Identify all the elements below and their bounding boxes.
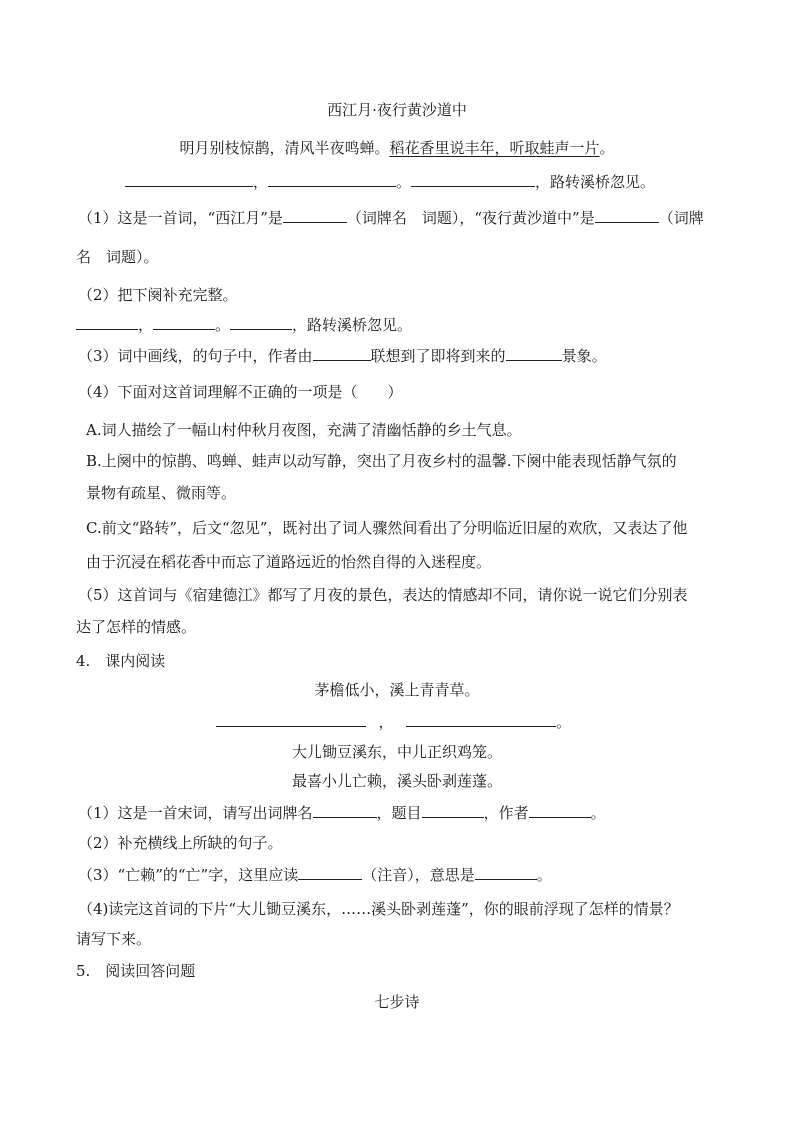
- question-3-1-cont: 名 词题）。: [76, 248, 159, 266]
- answer-blank[interactable]: [230, 315, 292, 330]
- question-text: 。: [536, 866, 552, 884]
- question-text: （词牌名 词题），“夜行黄沙道中”是: [346, 209, 595, 227]
- question-text: 联想到了即将到来的: [370, 347, 506, 365]
- question-3-5-cont: 达了怎样的情感。: [76, 618, 197, 636]
- poem3-title: 七步诗: [374, 993, 420, 1011]
- poem2-blank-line: [216, 712, 571, 732]
- answer-blank[interactable]: [529, 803, 591, 818]
- poem-title: 西江月·夜行黄沙道中: [327, 101, 467, 119]
- answer-blank[interactable]: [595, 208, 659, 223]
- option-c-cont: 由于沉浸在稻花香中而忘了道路远近的怡然自得的入迷程度。: [86, 553, 492, 571]
- question-4-4-cont: 请写下来。: [76, 930, 152, 948]
- question-text: ，路转溪桥忽见。: [292, 316, 413, 334]
- poem-line-tail: ，路转溪桥忽见。: [535, 173, 656, 191]
- question-text: （3）词中画线，的句子中，作者由: [78, 347, 313, 365]
- question-3-4: （4）下面对这首词理解不正确的一项是（ ）: [78, 383, 403, 401]
- option-c: C.前文“路转”，后文“忽见”，既衬出了词人骤然间看出了分明临近旧屋的欢欣，又表达了他: [86, 519, 688, 537]
- question-3-2: （2）把下阕补充完整。: [78, 286, 238, 304]
- answer-blank[interactable]: [125, 172, 253, 187]
- question-text: （词牌: [658, 209, 704, 227]
- punct: 。: [215, 316, 231, 334]
- question-5-heading: 5. 阅读回答问题: [76, 962, 196, 980]
- poem-blank-line: [125, 172, 655, 192]
- punct: 。: [396, 173, 412, 191]
- punct: ，: [378, 713, 394, 731]
- punct: ，: [138, 316, 154, 334]
- poem-line-1: [0, 138, 794, 158]
- question-text: （注音），意思是: [362, 866, 475, 884]
- answer-blank[interactable]: [313, 803, 377, 818]
- poem2-line-4: 最喜小儿亡赖，溪头卧剥莲蓬。: [291, 772, 502, 790]
- question-3-1: [78, 208, 704, 228]
- punct: 。: [556, 713, 572, 731]
- question-text: 。: [590, 804, 606, 822]
- answer-blank[interactable]: [268, 172, 396, 187]
- option-b: B.上阕中的惊鹊、鸣蝉、蛙声以动写静，突出了月夜乡村的温馨.下阕中能表现恬静气氛的: [86, 452, 677, 470]
- poem-line-1-text: 明月别枝惊鹊，清风半夜鸣蝉。: [179, 139, 390, 157]
- question-4-3: [78, 865, 552, 885]
- question-4-1: [78, 803, 606, 823]
- answer-blank[interactable]: [422, 803, 484, 818]
- question-text: ，题目: [376, 804, 422, 822]
- answer-blank[interactable]: [216, 712, 366, 727]
- answer-blank[interactable]: [406, 712, 556, 727]
- answer-blank[interactable]: [506, 346, 562, 361]
- question-text: （1）这是一首词，“西江月”是: [78, 209, 283, 227]
- poem-line-1-end: 。: [599, 139, 615, 157]
- answer-blank[interactable]: [475, 865, 537, 880]
- question-4-2: （2）补充横线上所缺的句子。: [78, 834, 283, 852]
- answer-blank[interactable]: [76, 315, 138, 330]
- question-4-4: （4)读完这首词的下片“大儿锄豆溪东，……溪头卧剥莲蓬”，你的眼前浮现了怎样的情景？: [78, 900, 679, 918]
- question-3-5: （5）这首词与《宿建德江》都写了月夜的景色，表达的情感却不同，请你说一说它们分别表: [78, 586, 688, 604]
- question-text: （3）“亡赖”的“亡”字，这里应读: [78, 866, 299, 884]
- option-b-cont: 景物有疏星、微雨等。: [86, 484, 237, 502]
- question-text: 景象。: [561, 347, 607, 365]
- question-4-heading: 4. 课内阅读: [76, 652, 166, 670]
- question-3-3: [78, 346, 607, 366]
- punct: ，: [253, 173, 269, 191]
- question-text: （1）这是一首宋词，请写出词牌名: [78, 804, 313, 822]
- question-text: ，作者: [483, 804, 529, 822]
- poem2-line-1: 茅檐低小，溪上青青草。: [314, 681, 480, 699]
- answer-blank[interactable]: [283, 208, 347, 223]
- question-3-2-fill: [76, 315, 412, 335]
- answer-blank[interactable]: [298, 865, 362, 880]
- answer-blank[interactable]: [411, 172, 535, 187]
- poem-underlined-sentence: 稻花香里说丰年，听取蛙声一片: [389, 139, 600, 157]
- answer-blank[interactable]: [153, 315, 215, 330]
- poem2-line-3: 大儿锄豆溪东，中儿正织鸡笼。: [291, 743, 502, 761]
- option-a: A.词人描绘了一幅山村仲秋月夜图，充满了清幽恬静的乡土气息。: [86, 421, 522, 439]
- answer-blank[interactable]: [313, 346, 371, 361]
